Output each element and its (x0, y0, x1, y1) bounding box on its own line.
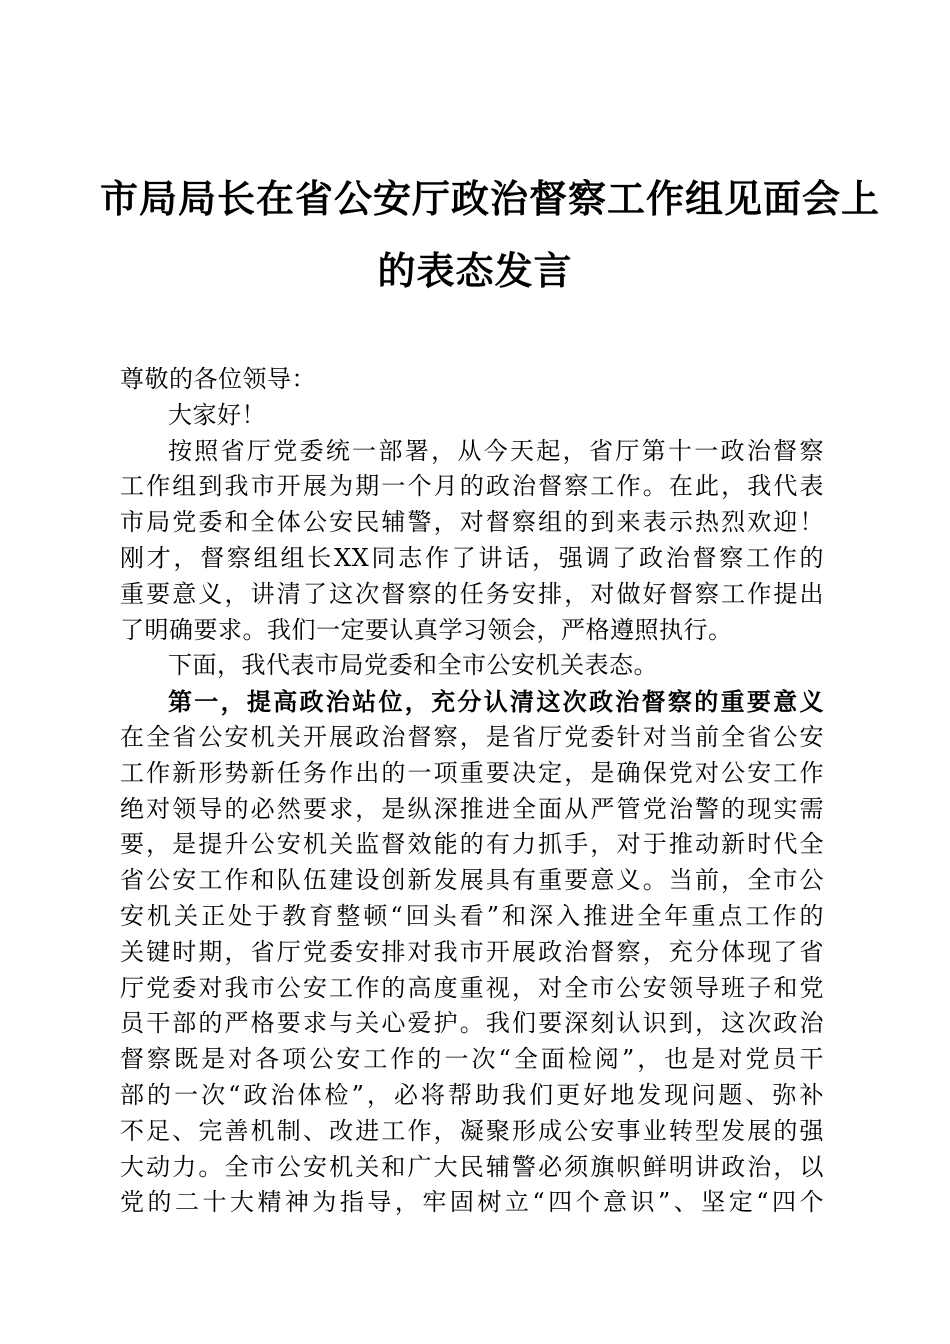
paragraph-1-line: 了明确要求。我们一定要认真学习领会，严格遵照执行。 (120, 615, 733, 644)
paragraph-1-line: 工作组到我市开展为期一个月的政治督察工作。在此，我代表 (120, 472, 824, 501)
paragraph-1-line: 刚才，督察组组长XX同志作了讲话，强调了政治督察工作的 (120, 543, 824, 572)
document-title-line-2: 的表态发言 (377, 248, 573, 293)
paragraph-1-line: 市局党委和全体公安民辅警，对督察组的到来表示热烈欢迎！ (120, 508, 824, 537)
paragraph-3-line: 工作新形势新任务作出的一项重要决定，是确保党对公安工作 (120, 758, 824, 787)
paragraph-3-line: 不足、完善机制、改进工作，凝聚形成公安事业转型发展的强 (120, 1116, 824, 1145)
salutation: 尊敬的各位领导： (120, 365, 316, 393)
paragraph-3-line: 在全省公安机关开展政治督察，是省厅党委针对当前全省公安 (120, 722, 824, 751)
paragraph-3-line: 大动力。全市公安机关和广大民辅警必须旗帜鲜明讲政治，以 (120, 1152, 824, 1181)
document-title-line-1: 市局局长在省公安厅政治督察工作组见面会上 (100, 176, 881, 221)
paragraph-3-line: 督察既是对各项公安工作的一次“全面检阅”，也是对党员干 (120, 1045, 824, 1074)
paragraph-1-line: 重要意义，讲清了这次督察的任务安排，对做好督察工作提出 (120, 579, 824, 608)
paragraph-3-line: 关键时期，省厅党委安排对我市开展政治督察，充分体现了省 (120, 937, 824, 966)
paragraph-2: 下面，我代表市局党委和全市公安机关表态。 (168, 651, 658, 680)
paragraph-3-line: 员干部的严格要求与关心爱护。我们要深刻认识到，这次政治 (120, 1009, 824, 1038)
paragraph-3-line: 党的二十大精神为指导，牢固树立“四个意识”、坚定“四个 (120, 1188, 824, 1217)
paragraph-3-line: 要，是提升公安机关监督效能的有力抓手，对于推动新时代全 (120, 830, 824, 859)
section-heading-1: 第一，提高政治站位，充分认清这次政治督察的重要意义 (168, 687, 824, 717)
document-body (120, 362, 824, 1221)
paragraph-3-line: 安机关正处于教育整顿“回头看”和深入推进全年重点工作的 (120, 901, 824, 930)
paragraph-3-line: 省公安工作和队伍建设创新发展具有重要意义。当前，全市公 (120, 866, 824, 895)
paragraph-3-line: 部的一次“政治体检”，必将帮助我们更好地发现问题、弥补 (120, 1080, 824, 1109)
paragraph-1-line: 按照省厅党委统一部署，从今天起，省厅第十一政治督察 (168, 436, 824, 465)
greeting: 大家好！ (168, 400, 266, 429)
paragraph-3-line: 厅党委对我市公安工作的高度重视，对全市公安领导班子和党 (120, 973, 824, 1002)
paragraph-3-line: 绝对领导的必然要求，是纵深推进全面从严管党治警的现实需 (120, 794, 824, 823)
